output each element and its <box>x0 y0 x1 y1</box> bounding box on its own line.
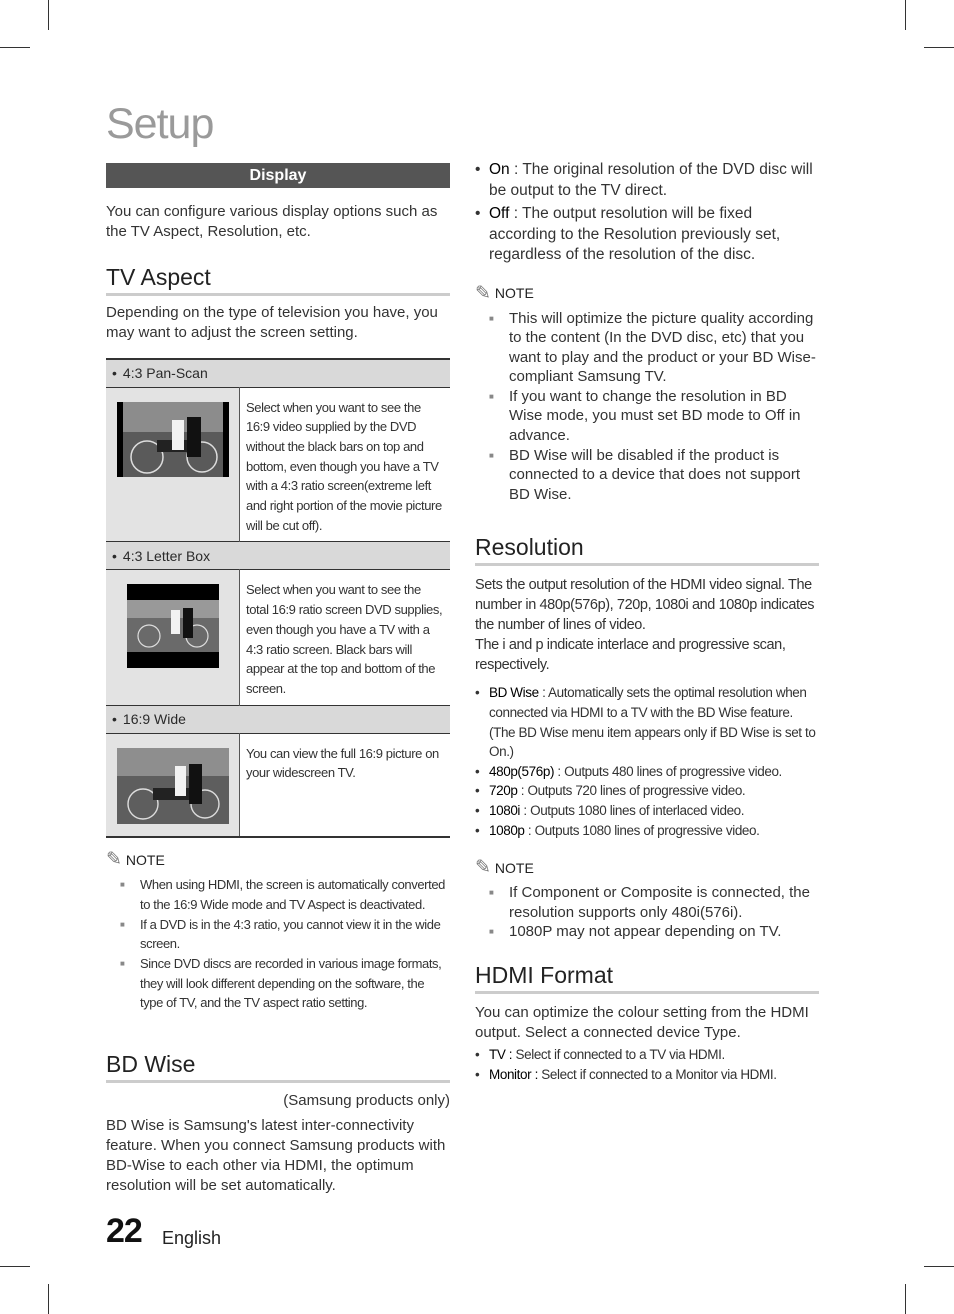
aspect-row-body <box>106 733 450 837</box>
section-bar-display: Display <box>106 163 450 188</box>
page-title: Setup <box>106 100 214 148</box>
resolution-intro: Sets the output resolution of the HDMI video signal. The number in 480p(576p), 720p, 1080i and 1080p indicates the number of lines of video. <box>475 577 815 634</box>
option-text: Select if connected to a TV via HDMI. <box>512 1046 725 1062</box>
pencil-icon: ✎ <box>475 857 491 879</box>
resolution-note-title <box>475 856 819 879</box>
option-key: BD Wise <box>489 685 539 701</box>
note-item: ■ Since DVD discs are recorded in various image formats, they will look different depending on the software, the type of TV, and the TV aspect ratio setting. <box>120 954 450 1013</box>
option-text: : Outputs 1080 lines of progressive video. <box>524 822 760 838</box>
bd-wise-option-off <box>475 204 819 266</box>
crop-mark <box>905 0 906 30</box>
aspect-row-body <box>106 387 450 542</box>
option-text: : Outputs 1080 lines of interlaced video. <box>520 803 745 818</box>
resolution-heading: Resolution <box>475 534 819 566</box>
tv-aspect-heading: TV Aspect <box>106 264 450 296</box>
option-text: : Automatically sets the optimal resolution when connected via HDMI to a TV with the BD Wise feature. (The BD Wise menu item appears only if BD Wise is set to On.) <box>489 685 816 760</box>
aspect-option-description: Select when you want to see the total 16:9 ratio screen DVD supplies, even though you have a TV with a 4:3 ratio screen. Black bars will appear at the top and bottom of the screen. <box>246 582 443 696</box>
letter-box-image <box>106 570 240 705</box>
option-text: : The output resolution will be fixed according to the Resolution previously set, regardless of the resolution of the disc. <box>489 205 781 263</box>
crop-mark <box>0 1266 30 1267</box>
wide-image <box>106 733 240 837</box>
aspect-row-header: • 4:3 Pan-Scan <box>106 359 450 387</box>
note-item: ■ If Component or Composite is connected, the resolution supports only 480i(576i). <box>489 883 819 922</box>
pencil-icon: ✎ <box>106 849 122 871</box>
note-item: ■ BD Wise will be disabled if the product is connected to a device that does not support BD Wise. <box>489 446 819 505</box>
crop-mark <box>0 47 30 48</box>
aspect-option-label: 4:3 Letter Box <box>122 547 211 564</box>
bd-wise-heading: BD Wise <box>106 1051 450 1083</box>
option-key: 720p <box>489 783 518 799</box>
option-key: On <box>489 161 510 178</box>
bd-wise-options <box>475 160 819 266</box>
aspect-row-body <box>106 570 450 705</box>
pan-scan-image <box>106 387 240 542</box>
resolution-intro-scan: The i and p indicate interlace and progressive scan, respectively. <box>475 637 786 674</box>
tv-aspect-note-title <box>106 848 450 871</box>
option-key: Off <box>489 205 510 222</box>
hdmi-format-intro: You can optimize the colour setting from the HDMI output. Select a connected device Type. <box>475 1003 809 1041</box>
note-label: NOTE <box>494 859 534 876</box>
note-item: ■ If you want to change the resolution in BD Wise mode, you must set BD mode to Off in advance. <box>489 387 819 446</box>
bd-wise-notes <box>475 309 819 505</box>
tv-screen-illustration <box>117 748 229 824</box>
note-label: NOTE <box>125 851 165 868</box>
aspect-option-description: You can view the full 16:9 picture on your widescreen TV. <box>246 745 439 781</box>
tv-aspect-table <box>106 358 450 838</box>
option-text: : Outputs 720 lines of progressive video. <box>517 783 746 799</box>
option-text: Select if connected to a Monitor via HDMI. <box>537 1066 777 1082</box>
page-language: English <box>162 1228 222 1248</box>
bd-wise-note-title <box>475 282 819 305</box>
aspect-row-header: • 4:3 Letter Box <box>106 542 450 570</box>
option-key: Monitor : <box>489 1066 538 1082</box>
pencil-icon: ✎ <box>475 282 491 304</box>
aspect-option-label: 4:3 Pan-Scan <box>122 365 208 382</box>
crop-mark <box>924 47 954 48</box>
bd-wise-option-on <box>475 160 819 201</box>
display-intro: You can configure various display options such as the TV Aspect, Resolution, etc. <box>106 203 438 240</box>
bd-wise-subheading: (Samsung products only) <box>283 1092 450 1110</box>
note-item: ■ 1080P may not appear depending on TV. <box>489 922 819 942</box>
tv-screen-illustration <box>117 402 229 477</box>
note-label: NOTE <box>494 285 534 301</box>
resolution-notes <box>475 883 819 942</box>
note-item: ■ If a DVD is in the 4:3 ratio, you cannot view it in the wide screen. <box>120 915 450 954</box>
tv-aspect-intro: Depending on the type of television you have, you may want to adjust the screen setting. <box>106 304 438 341</box>
option-text: : The original resolution of the DVD disc will be output to the TV direct. <box>489 161 813 199</box>
crop-mark <box>48 0 49 30</box>
bd-wise-body: BD Wise is Samsung's latest inter-connectivity feature. When you connect Samsung products with BD-Wise to each other via HDMI, the optimum resolution will be set automatically. <box>106 1117 446 1195</box>
aspect-option-label: 16:9 Wide <box>122 711 186 728</box>
aspect-row-header: • 16:9 Wide <box>106 705 450 733</box>
left-column <box>106 163 450 1196</box>
option-text: : Outputs 480 lines of progressive video. <box>554 763 782 779</box>
page-number: 22 <box>106 1212 142 1250</box>
tv-aspect-notes <box>106 875 450 1013</box>
crop-mark <box>924 1266 954 1267</box>
resolution-option <box>475 821 819 841</box>
hdmi-format-heading: HDMI Format <box>475 962 819 994</box>
resolution-option <box>475 762 819 782</box>
resolution-option <box>475 683 819 761</box>
resolution-option <box>475 801 819 821</box>
tv-screen-illustration <box>127 584 219 668</box>
aspect-option-description: Select when you want to see the 16:9 video supplied by the DVD without the black bars on top and bottom, even though you have a TV with a 4:3 ratio screen(extreme left and right portion of the movie picture will be cut off). <box>246 399 442 533</box>
crop-mark <box>48 1284 49 1314</box>
note-item: ■ When using HDMI, the screen is automatically converted to the 16:9 Wide mode and TV Aspect is deactivated. <box>120 875 450 914</box>
hdmi-format-option <box>475 1045 819 1065</box>
option-key: 480p(576p) <box>489 763 555 779</box>
option-key: 1080p <box>489 822 525 838</box>
resolution-option <box>475 781 819 801</box>
hdmi-format-options <box>475 1045 819 1085</box>
note-item: ■ This will optimize the picture quality according to the content (In the DVD disc, etc) that you want to play and the product or your BD Wise-compliant Samsung TV. <box>489 309 819 387</box>
crop-mark <box>905 1284 906 1314</box>
option-key: 1080i <box>489 803 521 818</box>
option-key: TV : <box>489 1046 513 1062</box>
right-column <box>475 160 819 1085</box>
hdmi-format-option <box>475 1065 819 1085</box>
resolution-options <box>475 683 819 840</box>
